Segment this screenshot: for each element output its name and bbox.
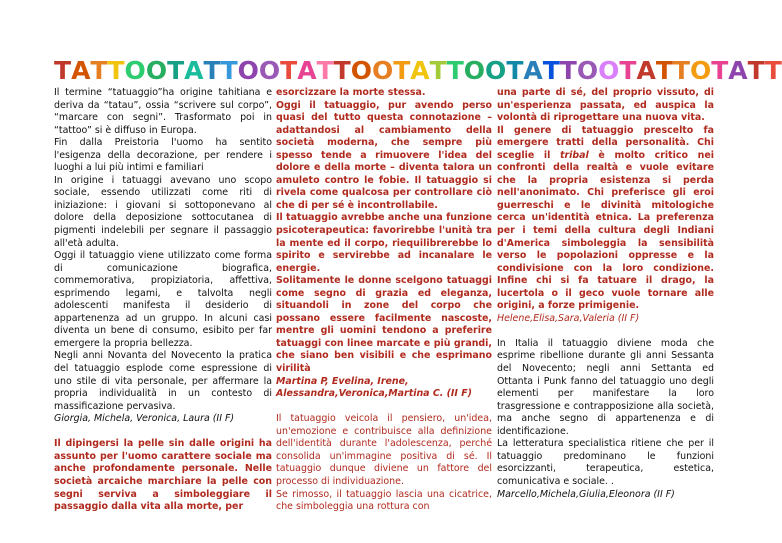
banner-letter: T <box>203 56 221 85</box>
signature-col3-1: Helene,Elisa,Sara,Valeria (II F) <box>497 312 640 324</box>
banner-letter: T <box>393 56 411 85</box>
paragraph-painting-skin: Il dipingersi la pelle sin dalle origini ha assunto per l'uomo carattere sociale ma anche profondamente personale. Nelle società arcaiche marchiare la pelle con segni serviva a simboleggiare il passaggio dalla vita alla morte, per <box>54 438 272 513</box>
banner-letter: A <box>636 56 656 85</box>
column-1 <box>54 87 272 514</box>
paragraph-amulet: Oggi il tatuaggio, pur avendo perso quasi del tutto questa connotazione – adattandosi al cambiamento della società moderna, che sempre più spesso tende a rimuovere l'idea del dolore e della morte – diventa talora un amuleto contro le fobie. Il tatuaggio si rivela come qualcosa per controllare ciò che di per sé è incontrollabile. <box>276 99 492 211</box>
paragraph-prehistory: Fin dalla Preistoria l'uomo ha sentito l'esigenza della decorazione, per rendere i luoghi a lui più intimi e familiari <box>54 137 272 174</box>
banner-letter: O <box>689 56 712 85</box>
paragraph-identity: Il tatuaggio veicola il pensiero, un'idea, un'emozione e contribuisce alla definizione dell'identità durante l'adolescenza, perché consolida un'immagine positiva di sé. Il tatuaggio dunque diviene un fattore del processo di individuazione. <box>276 413 492 487</box>
banner-letter: T <box>333 56 351 85</box>
banner-letter: O <box>145 56 168 85</box>
banner-letter: T <box>764 56 782 85</box>
banner-letter: T <box>220 56 238 85</box>
signature-col3-2: Marcello,Michela,Giulia,Eleonora (II F) <box>497 488 675 500</box>
signature-col2-line2: Alessandra,Veronica,Martina C. (II F) <box>276 388 472 400</box>
banner-letter: T <box>542 56 560 85</box>
banner-letter: T <box>711 56 729 85</box>
banner-letter: A <box>728 56 748 85</box>
signature-col2-line1: Martina P, Evelina, Irene, <box>276 375 409 387</box>
paragraph-scar: Se rimosso, il tatuaggio lascia una cicatrice, che simboleggia una rottura con <box>276 488 492 513</box>
tattoo-banner-title <box>54 56 782 85</box>
column-2 <box>276 87 492 514</box>
banner-letter: T <box>506 56 524 85</box>
paragraph-new-life: una parte di sé, del proprio vissuto, di un'esperienza passata, ed auspica la volontà di riprogettare una nuova vita. <box>497 87 714 124</box>
banner-letter: T <box>54 56 72 85</box>
personality-text-c: è molto critico nei confronti della realtà e vuole evitare che la propria esistenza si perda nell'anonimato. Chi preferisce gli eroi guerreschi e le divinità mitologiche cerca un'identità etnica. La preferenza per i temi della cultura degli Indiani d'America simboleggia la sensibilità verso le popolazioni oppresse e la condivisione con la loro condizione. Infine chi si fa tatuare il drago, la lucertola o il geco vuole tornare alle origini, a forze primigenie. <box>497 149 714 312</box>
banner-letter: O <box>485 56 507 85</box>
personality-text-a: Il genere di tatuaggio prescelto fa emergere tratti della personalità. Chi sceglie il <box>497 124 714 161</box>
paragraph-today: Oggi il tatuaggio viene utilizzato come forma di comunicazione biografica, commemorativa, propiziatoria, affettiva, esprimendo legami, e talvolta negli adolescenti manifesta il desiderio di appartenenza ad un gruppo. In alcuni casi diventa un bene di consumo, esibito per far emergere la propria bellezza. <box>54 250 272 349</box>
banner-letter: A <box>410 56 430 85</box>
banner-letter: O <box>576 56 599 85</box>
banner-letter: T <box>672 56 690 85</box>
banner-letter: T <box>747 56 765 85</box>
personality-text-tribal: tribal <box>560 149 589 161</box>
banner-letter: T <box>280 56 298 85</box>
paragraph-nineties: Negli anni Novanta del Novecento la pratica del tatuaggio esplode come espressione di uno stile di vita personale, per affermare la propria individualità in un contesto di massificazione pervasiva. <box>54 350 272 412</box>
banner-letter: A <box>523 56 543 85</box>
banner-letter: A <box>297 56 317 85</box>
banner-letter: A <box>184 56 204 85</box>
signature-col1: Giorgia, Michela, Veronica, Laura (II F) <box>54 413 235 425</box>
banner-letter: O <box>237 56 259 85</box>
paragraph-origins: In origine i tatuaggi avevano uno scopo sociale, essendo utilizzati come riti di iniziazione: i giovani si sottoponevano al dolore della deposizione sottocutanea di pigmenti indelebili per segnare il passaggio all'età adulta. <box>54 174 272 249</box>
banner-letter: T <box>167 56 185 85</box>
banner-letter: T <box>429 56 447 85</box>
banner-letter: T <box>619 56 637 85</box>
paragraph-italy: In Italia il tatuaggio diviene moda che esprime ribellione durante gli anni Sessanta del Novecento; negli anni Settanta ed Ottanta i Punk fanno del tatuaggio uno degli elementi per manifestare la loro trasgressione e contrapposizione alla società, ma anche segno di appartenenza e di identificazione. <box>497 337 714 437</box>
banner-letter: T <box>446 56 464 85</box>
paragraph-gender: Solitamente le donne scelgono tatuaggi come segno di grazia ed eleganza, situandoli in zone del corpo che possano essere facilmente nascoste, mentre gli uomini tendono a preferire tatuaggi con linee marcate e più grandi, che siano ben visibili e che esprimano virilità <box>276 275 492 375</box>
banner-letter: A <box>71 56 91 85</box>
banner-letter: O <box>598 56 620 85</box>
banner-letter: T <box>90 56 108 85</box>
paragraph-psychotherapy: Il tatuaggio avrebbe anche una funzione psicoterapeutica: favorirebbe l'unità tra la mente ed il corpo, riequilibrerebbe lo spirito e servirebbe ad incanalare le energie. <box>276 212 492 274</box>
column-3 <box>497 87 714 501</box>
banner-letter: T <box>559 56 577 85</box>
banner-letter: O <box>124 56 146 85</box>
paragraph-personality <box>497 125 714 313</box>
banner-letter: O <box>350 56 372 85</box>
banner-letter: O <box>258 56 281 85</box>
banner-letter: T <box>316 56 334 85</box>
paragraph-etymology: Il termine “tatuaggio”ha origine tahitiana e deriva da “tatau”, ossia “scrivere sul corpo”, “marcare con segni”. Trasformato poi in “tattoo” si è diffuso in Europa. <box>54 87 272 136</box>
paragraph-literature: La letteratura specialistica ritiene che per il tatuaggio predominano le funzioni esorcizzanti, terapeutica, estetica, comunicativa e sociale. . <box>497 438 714 487</box>
banner-letter: O <box>371 56 394 85</box>
banner-letter: T <box>655 56 673 85</box>
paragraph-exorcise: esorcizzare la morte stessa. <box>276 87 426 98</box>
banner-letter: T <box>107 56 125 85</box>
banner-letter: O <box>463 56 486 85</box>
